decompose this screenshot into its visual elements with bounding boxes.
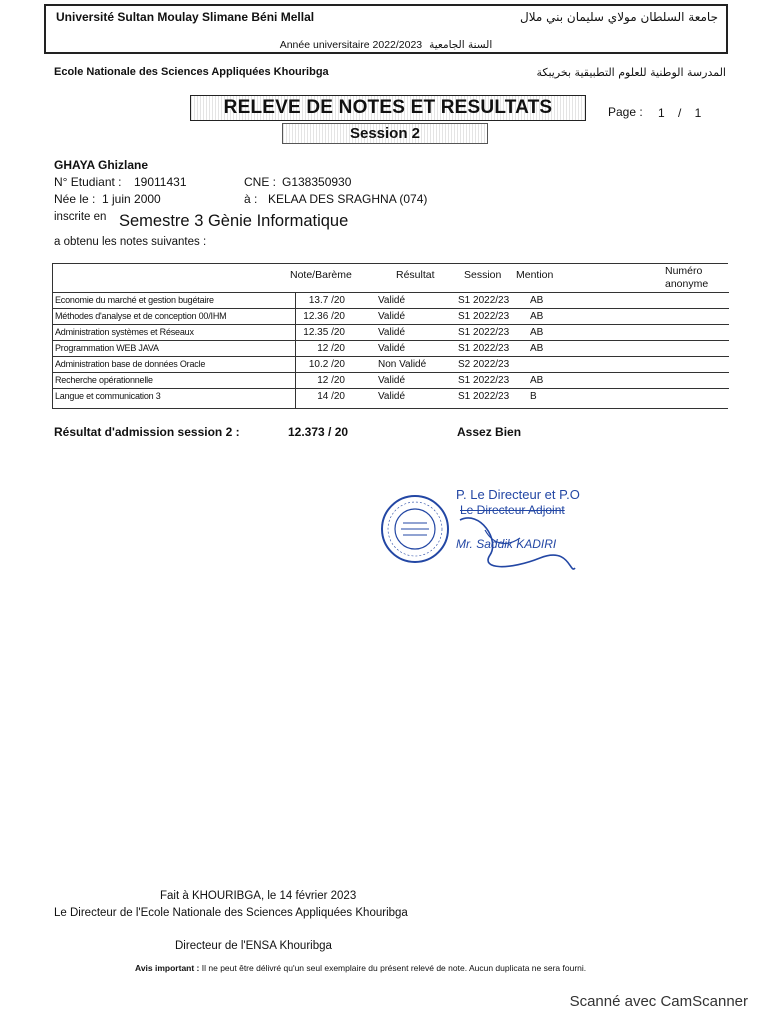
notice-text: Il ne peut être délivré qu'un seul exemplaire du présent relevé de note. Aucun duplicata ne sera fourni. <box>201 963 587 973</box>
university-header <box>44 4 728 54</box>
session-title: Session 2 <box>282 123 488 144</box>
module-note: 12.36 /20 <box>303 311 345 322</box>
module-note: 12 /20 <box>317 343 345 354</box>
header-session: Session <box>464 269 502 281</box>
module-session: S1 2022/23 <box>458 375 510 386</box>
admission-result-label: Résultat d'admission session 2 : <box>54 425 240 439</box>
table-row <box>53 324 729 341</box>
module-mention: AB <box>530 327 544 338</box>
academic-year-label: Année universitaire <box>279 39 370 51</box>
module-session: S1 2022/23 <box>458 343 510 354</box>
scanner-watermark: Scanné avec CamScanner <box>569 993 748 1010</box>
birthplace-label: à : <box>244 192 258 206</box>
intro-text: a obtenu les notes suivantes : <box>54 236 207 248</box>
header-anon-2: anonyme <box>665 278 709 290</box>
admission-result-value: 12.373 / 20 <box>288 425 349 439</box>
university-name-ar: جامعة السلطان مولاي سليمان بني ملال <box>520 10 718 24</box>
module-mention: AB <box>530 311 544 322</box>
student-name: GHAYA Ghizlane <box>54 158 149 172</box>
module-session: S1 2022/23 <box>458 391 510 402</box>
school-name-fr: Ecole Nationale des Sciences Appliquées Khouribga <box>54 66 329 78</box>
module-result: Validé <box>378 327 406 338</box>
director-title: Le Directeur de l'Ecole Nationale des Sciences Appliquées Khouribga <box>54 907 408 919</box>
module-session: S2 2022/23 <box>458 359 510 370</box>
module-result: Validé <box>378 311 406 322</box>
admission-result-mention: Assez Bien <box>457 425 522 439</box>
notice-label: Avis important : <box>135 963 200 973</box>
module-name: Recherche opérationnelle <box>55 375 153 385</box>
module-result: Validé <box>378 375 406 386</box>
table-row <box>53 372 729 389</box>
module-result: Validé <box>378 343 406 354</box>
module-session: S1 2022/23 <box>458 327 510 338</box>
header-result: Résultat <box>396 269 435 281</box>
table-row <box>53 388 729 405</box>
module-name: Langue et communication 3 <box>55 391 161 401</box>
module-note: 10.2 /20 <box>308 359 345 370</box>
academic-year-ar: السنة الجامعية <box>429 39 493 51</box>
header-mention: Mention <box>516 269 554 281</box>
module-note: 12.35 /20 <box>303 327 345 338</box>
module-session: S1 2022/23 <box>458 311 510 322</box>
module-note: 12 /20 <box>317 375 345 386</box>
cne-label: CNE : <box>244 175 277 189</box>
academic-year-value: 2022/2023 <box>372 39 423 51</box>
signature-line-3: Mr. Saddik KADIRI <box>456 537 557 551</box>
birth-label: Née le : <box>54 192 96 206</box>
module-result: Non Validé <box>378 359 427 370</box>
module-result: Validé <box>378 391 406 402</box>
handwritten-signature <box>450 500 580 580</box>
birth-value: 1 juin 2000 <box>102 192 161 206</box>
grades-table <box>52 263 728 409</box>
module-mention: AB <box>530 343 544 354</box>
module-result: Validé <box>378 295 406 306</box>
table-row <box>53 340 729 357</box>
module-mention: B <box>530 391 537 402</box>
module-note: 14 /20 <box>317 391 345 402</box>
document-title: RELEVE DE NOTES ET RESULTATS <box>190 95 586 121</box>
university-name-fr: Université Sultan Moulay Slimane Béni Mellal <box>56 10 315 24</box>
module-mention: AB <box>530 295 544 306</box>
school-stamp <box>379 493 451 565</box>
table-row <box>53 308 729 325</box>
signature-line-2: Le Directeur Adjoint <box>460 503 565 517</box>
header-note: Note/Barème <box>290 269 352 281</box>
place-date: Fait à KHOURIBGA, le 14 février 2023 <box>160 890 357 902</box>
table-row <box>53 356 729 373</box>
page-number: 1 / 1 <box>658 106 702 120</box>
module-name: Administration systèmes et Réseaux <box>55 327 194 337</box>
signature-line-1: P. Le Directeur et P.O <box>456 487 580 502</box>
module-name: Programmation WEB JAVA <box>55 343 159 353</box>
birthplace-value: KELAA DES SRAGHNA (074) <box>268 192 428 206</box>
student-id-label: N° Etudiant : <box>54 175 122 189</box>
academic-year <box>46 39 726 51</box>
module-note: 13.7 /20 <box>308 295 345 306</box>
cne-value: G138350930 <box>282 175 352 189</box>
module-name: Economie du marché et gestion bugétaire <box>55 295 214 305</box>
director-ensa: Directeur de l'ENSA Khouribga <box>175 940 332 952</box>
module-name: Administration base de données Oracle <box>55 359 206 369</box>
table-row <box>53 292 729 309</box>
student-id-value: 19011431 <box>134 175 187 189</box>
program-name: Semestre 3 Gènie Informatique <box>119 212 349 230</box>
module-session: S1 2022/23 <box>458 295 510 306</box>
school-name-ar: المدرسة الوطنية للعلوم التطبيقية بخريبكة <box>536 66 726 79</box>
module-name: Méthodes d'analyse et de conception 00/IHM <box>55 311 227 321</box>
important-notice <box>135 963 586 973</box>
page-label: Page : <box>608 105 643 119</box>
header-anon-1: Numéro <box>665 265 703 277</box>
enrolled-label: inscrite en <box>54 211 107 223</box>
module-mention: AB <box>530 375 544 386</box>
